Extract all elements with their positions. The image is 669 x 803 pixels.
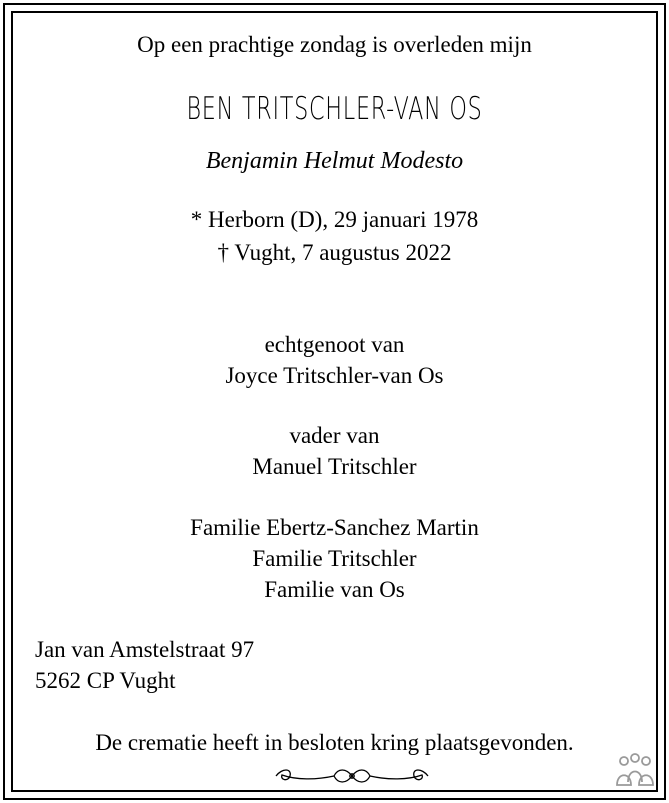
deceased-name: BEN TRITSCHLER-VAN OS — [186, 91, 483, 127]
relation-person: Joyce Tritschler-van Os — [225, 363, 444, 388]
closing-text: De crematie heeft in besloten kring plaatsgevonden. — [95, 730, 574, 755]
birth-line: * Herborn (D), 29 januari 1978 — [190, 207, 479, 232]
address-street: Jan van Amstelstraat 97 — [35, 637, 255, 662]
family-line: Familie Ebertz-Sanchez Martin — [190, 515, 479, 540]
relation-role: echtgenoot van — [264, 332, 405, 357]
ornament-divider — [272, 764, 432, 788]
full-name: Benjamin Helmut Modesto — [205, 148, 464, 174]
family-line: Familie Tritschler — [252, 546, 417, 571]
family-line: Familie van Os — [264, 577, 405, 602]
relation-person: Manuel Tritschler — [252, 454, 417, 479]
death-line: † Vught, 7 augustus 2022 — [217, 240, 452, 265]
address-postal: 5262 CP Vught — [35, 668, 176, 693]
family-logo-icon — [612, 752, 658, 792]
relation-role: vader van — [289, 423, 380, 448]
intro-text: Op een prachtige zondag is overleden mijn — [137, 32, 532, 57]
